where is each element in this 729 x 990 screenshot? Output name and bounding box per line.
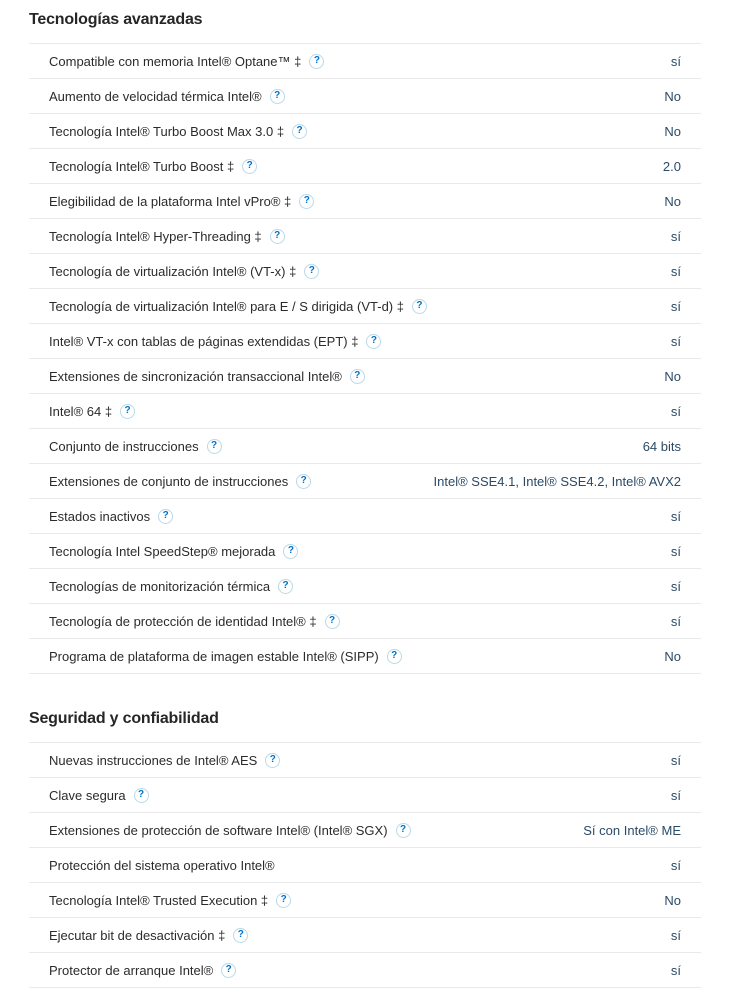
spec-label-group [49, 823, 411, 838]
spec-label: Nuevas instrucciones de Intel® AES [49, 752, 258, 768]
spec-row [29, 813, 701, 848]
spec-label: Extensiones de sincronización transaccional Intel® [49, 368, 342, 384]
spec-row [29, 359, 701, 394]
spec-label-group [49, 89, 285, 104]
spec-label-group [49, 54, 324, 69]
spec-value: 64 bits [642, 438, 681, 454]
spec-row [29, 114, 701, 149]
spec-value: sí [670, 263, 681, 279]
spec-row [29, 289, 701, 324]
spec-value: Sí con Intel® ME [583, 822, 681, 838]
spec-row [29, 149, 701, 184]
help-icon[interactable]: ? [265, 753, 280, 768]
spec-row [29, 953, 701, 988]
help-icon[interactable]: ? [366, 334, 381, 349]
spec-label-group [49, 893, 291, 908]
spec-row [29, 464, 701, 499]
spec-label-group [49, 474, 311, 489]
spec-row [29, 743, 701, 778]
spec-row [29, 254, 701, 289]
spec-label-group [49, 229, 285, 244]
spec-row [29, 778, 701, 813]
spec-label-group [49, 439, 222, 454]
help-icon[interactable]: ? [299, 194, 314, 209]
help-icon[interactable]: ? [309, 54, 324, 69]
spec-row [29, 44, 701, 79]
spec-value: sí [670, 578, 681, 594]
spec-row [29, 918, 701, 953]
spec-label: Extensiones de protección de software Intel® (Intel® SGX) [49, 822, 388, 838]
spec-value: Intel® SSE4.1, Intel® SSE4.2, Intel® AVX2 [433, 473, 681, 489]
help-icon[interactable]: ? [242, 159, 257, 174]
help-icon[interactable]: ? [396, 823, 411, 838]
spec-label-group [49, 299, 427, 314]
spec-value: sí [670, 857, 681, 873]
spec-value: No [664, 368, 681, 384]
spec-label: Tecnología Intel® Trusted Execution ‡ [49, 892, 269, 908]
spec-value: No [664, 193, 681, 209]
spec-row [29, 499, 701, 534]
spec-value: sí [670, 752, 681, 768]
spec-row [29, 569, 701, 604]
spec-value: sí [670, 298, 681, 314]
spec-row [29, 848, 701, 883]
spec-label: Conjunto de instrucciones [49, 438, 199, 454]
help-icon[interactable]: ? [292, 124, 307, 139]
spec-row [29, 324, 701, 359]
spec-label: Intel® VT-x con tablas de páginas extendidas (EPT) ‡ [49, 333, 359, 349]
help-icon[interactable]: ? [134, 788, 149, 803]
spec-value: No [664, 88, 681, 104]
spec-value: sí [670, 53, 681, 69]
spec-label: Tecnología Intel® Turbo Boost ‡ [49, 158, 235, 174]
spec-label: Tecnología de virtualización Intel® para E / S dirigida (VT-d) ‡ [49, 298, 404, 314]
spec-label-group [49, 649, 402, 664]
spec-row [29, 534, 701, 569]
spec-label: Protección del sistema operativo Intel® [49, 857, 275, 873]
spec-row [29, 429, 701, 464]
spec-value: 2.0 [662, 158, 681, 174]
spec-value: No [664, 123, 681, 139]
help-icon[interactable]: ? [304, 264, 319, 279]
help-icon[interactable]: ? [276, 893, 291, 908]
section-advanced-technologies [29, 9, 701, 674]
spec-row [29, 184, 701, 219]
spec-label: Tecnología de protección de identidad Intel® ‡ [49, 613, 317, 629]
spec-value: sí [670, 613, 681, 629]
spec-row [29, 604, 701, 639]
spec-row [29, 79, 701, 114]
spec-label: Elegibilidad de la plataforma Intel vPro® ‡ [49, 193, 292, 209]
spec-value: sí [670, 333, 681, 349]
help-icon[interactable]: ? [207, 439, 222, 454]
spec-value: sí [670, 927, 681, 943]
spec-label-group [49, 614, 340, 629]
spec-label-group [49, 124, 307, 139]
spec-value: No [664, 892, 681, 908]
spec-label: Tecnologías de monitorización térmica [49, 578, 271, 594]
spec-value: sí [670, 228, 681, 244]
spec-label: Programa de plataforma de imagen estable Intel® (SIPP) [49, 648, 379, 664]
spec-label: Tecnología de virtualización Intel® (VT-x) ‡ [49, 263, 297, 279]
help-icon[interactable]: ? [158, 509, 173, 524]
spec-row [29, 639, 701, 674]
spec-label: Estados inactivos [49, 508, 151, 524]
spec-list [29, 742, 701, 988]
help-icon[interactable]: ? [270, 229, 285, 244]
spec-value: sí [670, 403, 681, 419]
help-icon[interactable]: ? [270, 89, 285, 104]
section-title: Tecnologías avanzadas [29, 11, 203, 28]
help-icon[interactable]: ? [221, 963, 236, 978]
spec-label: Clave segura [49, 787, 126, 803]
spec-list [29, 43, 701, 674]
section-title: Seguridad y confiabilidad [29, 710, 219, 727]
help-icon[interactable]: ? [283, 544, 298, 559]
spec-label-group [49, 544, 298, 559]
section-security-reliability [29, 708, 701, 988]
help-icon[interactable]: ? [412, 299, 427, 314]
spec-label: Compatible con memoria Intel® Optane™ ‡ [49, 53, 302, 69]
spec-value: sí [670, 508, 681, 524]
spec-label-group [49, 928, 248, 943]
spec-label: Protector de arranque Intel® [49, 962, 214, 978]
spec-label-group [49, 194, 314, 209]
spec-value: sí [670, 543, 681, 559]
help-icon[interactable]: ? [278, 579, 293, 594]
spec-row [29, 883, 701, 918]
help-icon[interactable]: ? [350, 369, 365, 384]
spec-label-group [49, 369, 365, 384]
spec-label-group [49, 404, 135, 419]
help-icon[interactable]: ? [387, 649, 402, 664]
help-icon[interactable]: ? [325, 614, 340, 629]
spec-label: Ejecutar bit de desactivación ‡ [49, 927, 226, 943]
spec-label-group [49, 334, 381, 349]
spec-label-group [49, 753, 280, 768]
spec-value: sí [670, 787, 681, 803]
spec-label: Aumento de velocidad térmica Intel® [49, 88, 262, 104]
spec-row [29, 394, 701, 429]
spec-label-group [49, 159, 257, 174]
spec-label: Tecnología Intel® Turbo Boost Max 3.0 ‡ [49, 123, 285, 139]
spec-label-group [49, 579, 293, 594]
help-icon[interactable]: ? [296, 474, 311, 489]
spec-label: Extensiones de conjunto de instrucciones [49, 473, 289, 489]
spec-label: Tecnología Intel SpeedStep® mejorada [49, 543, 276, 559]
spec-value: No [664, 648, 681, 664]
help-icon[interactable]: ? [233, 928, 248, 943]
spec-label-group [49, 264, 319, 279]
spec-label-group [49, 788, 149, 803]
spec-value: sí [670, 962, 681, 978]
spec-label: Intel® 64 ‡ [49, 403, 113, 419]
spec-label-group [49, 858, 275, 873]
spec-label: Tecnología Intel® Hyper-Threading ‡ [49, 228, 262, 244]
spec-row [29, 219, 701, 254]
spec-label-group [49, 963, 236, 978]
help-icon[interactable]: ? [120, 404, 135, 419]
spec-label-group [49, 509, 173, 524]
